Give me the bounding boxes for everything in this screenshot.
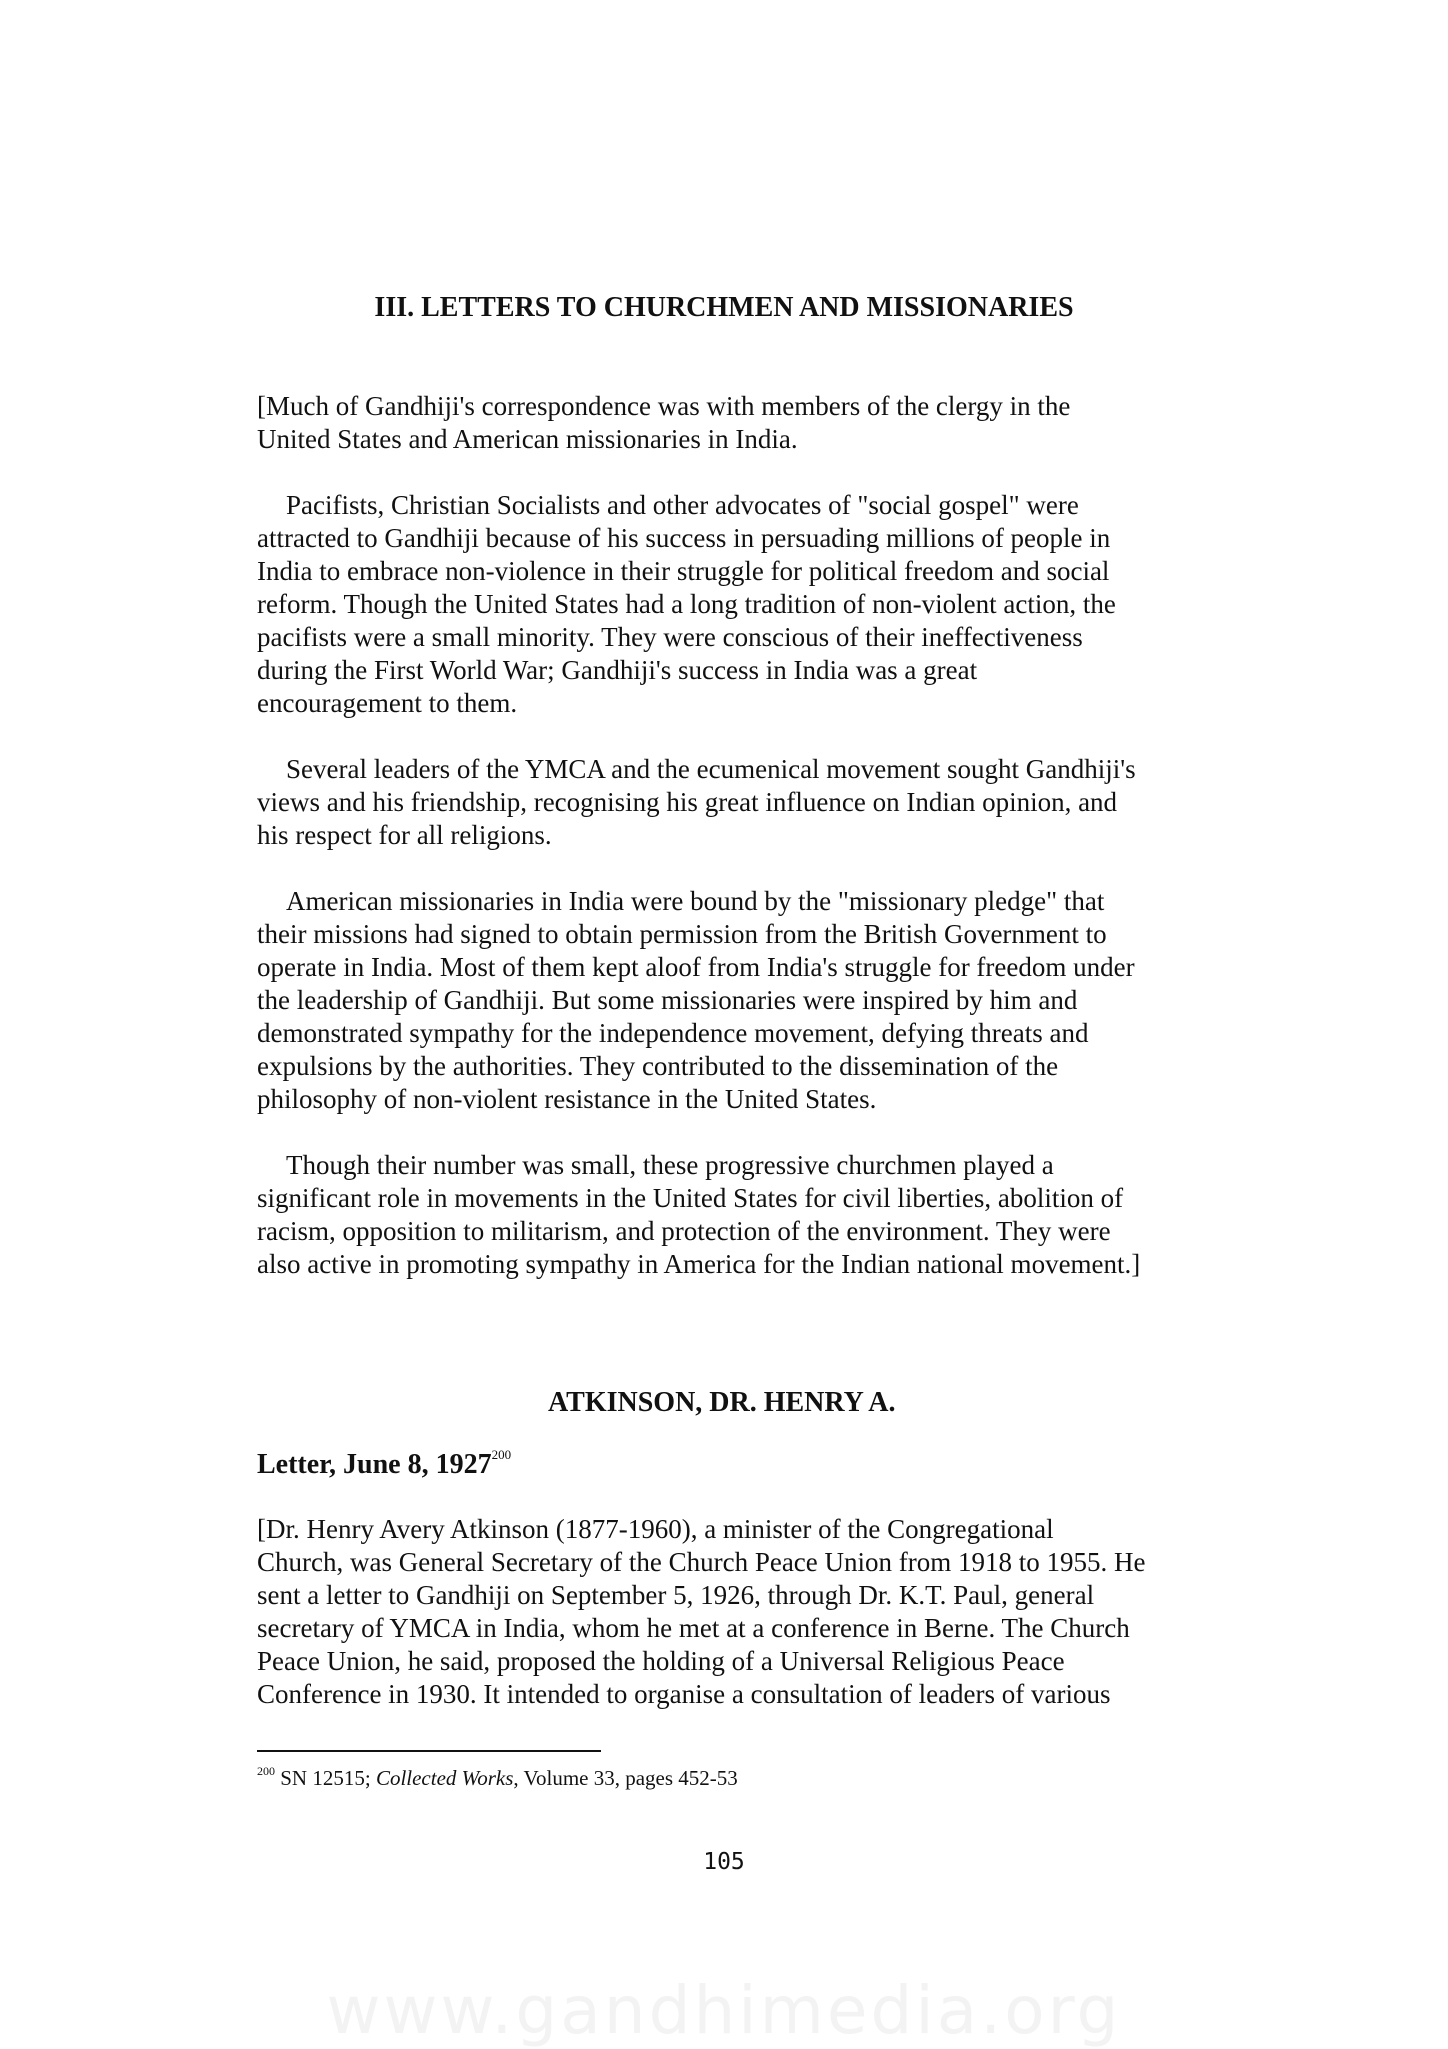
intro-text-block — [257, 390, 1207, 1281]
text-line: Though their number was small, these progressive churchmen played a — [286, 1150, 1054, 1180]
footnote-text-after: , Volume 33, pages 452-53 — [513, 1766, 738, 1790]
letter-intro-paragraph — [257, 1513, 1207, 1711]
text-line: encouragement to them. — [257, 688, 518, 718]
text-line: secretary of YMCA in India, whom he met at a conference in Berne. The Church — [257, 1613, 1130, 1643]
text-line: expulsions by the authorities. They contributed to the dissemination of the — [257, 1051, 1059, 1081]
intro-paragraph-4 — [257, 885, 1207, 1116]
text-line: the leadership of Gandhiji. But some missionaries were inspired by him and — [257, 985, 1078, 1015]
footnote — [257, 1764, 738, 1791]
footnote-divider — [257, 1750, 601, 1752]
text-line: philosophy of non-violent resistance in the United States. — [257, 1084, 877, 1114]
page-number: 105 — [703, 1849, 745, 1875]
footnote-number: 200 — [257, 1764, 275, 1778]
watermark: www.gandhimedia.org — [326, 1972, 1122, 2049]
footnote-reference: 200 — [491, 1447, 512, 1462]
text-line: their missions had signed to obtain permission from the British Government to — [257, 919, 1107, 949]
text-line: sent a letter to Gandhiji on September 5, 1926, through Dr. K.T. Paul, general — [257, 1580, 1095, 1610]
footnote-text-before: SN 12515; — [275, 1766, 376, 1790]
text-line: Peace Union, he said, proposed the holding of a Universal Religious Peace — [257, 1646, 1065, 1676]
text-line: [Dr. Henry Avery Atkinson (1877-1960), a minister of the Congregational — [257, 1514, 1054, 1544]
letter-heading — [257, 1447, 511, 1481]
text-line: significant role in movements in the United States for civil liberties, abolition of — [257, 1183, 1124, 1213]
intro-paragraph-5 — [257, 1149, 1207, 1281]
text-line: Pacifists, Christian Socialists and other advocates of "social gospel" were — [286, 490, 1079, 520]
text-line: reform. Though the United States had a long tradition of non-violent action, the — [257, 589, 1116, 619]
person-heading: ATKINSON, DR. HENRY A. — [548, 1387, 896, 1418]
text-line: also active in promoting sympathy in America for the Indian national movement.] — [257, 1249, 1141, 1279]
text-line: Conference in 1930. It intended to organise a consultation of leaders of various — [257, 1679, 1111, 1709]
text-line: demonstrated sympathy for the independence movement, defying threats and — [257, 1018, 1089, 1048]
intro-paragraph-2 — [257, 489, 1207, 720]
text-line: views and his friendship, recognising his great influence on Indian opinion, and — [257, 787, 1118, 817]
text-line: attracted to Gandhiji because of his success in persuading millions of people in — [257, 523, 1111, 553]
text-line: racism, opposition to militarism, and protection of the environment. They were — [257, 1216, 1111, 1246]
text-line: [Much of Gandhiji's correspondence was with members of the clergy in the — [257, 391, 1071, 421]
text-line: during the First World War; Gandhiji's success in India was a great — [257, 655, 978, 685]
letter-intro-block — [257, 1513, 1207, 1711]
intro-paragraph-3 — [257, 753, 1207, 852]
text-line: Several leaders of the YMCA and the ecumenical movement sought Gandhiji's — [286, 754, 1136, 784]
text-line: India to embrace non-violence in their struggle for political freedom and social — [257, 556, 1110, 586]
text-line: Church, was General Secretary of the Church Peace Union from 1918 to 1955. He — [257, 1547, 1146, 1577]
text-line: pacifists were a small minority. They were conscious of their ineffectiveness — [257, 622, 1083, 652]
intro-paragraph-1 — [257, 390, 1207, 456]
text-line: operate in India. Most of them kept aloof from India's struggle for freedom under — [257, 952, 1135, 982]
text-line: United States and American missionaries in India. — [257, 424, 798, 454]
section-title: III. LETTERS TO CHURCHMEN AND MISSIONARIES — [374, 292, 1074, 323]
footnote-italic-title: Collected Works — [375, 1766, 514, 1790]
text-line: American missionaries in India were bound by the "missionary pledge" that — [286, 886, 1105, 916]
letter-heading-text: Letter, June 8, 1927 — [257, 1449, 492, 1480]
text-line: his respect for all religions. — [257, 820, 552, 850]
